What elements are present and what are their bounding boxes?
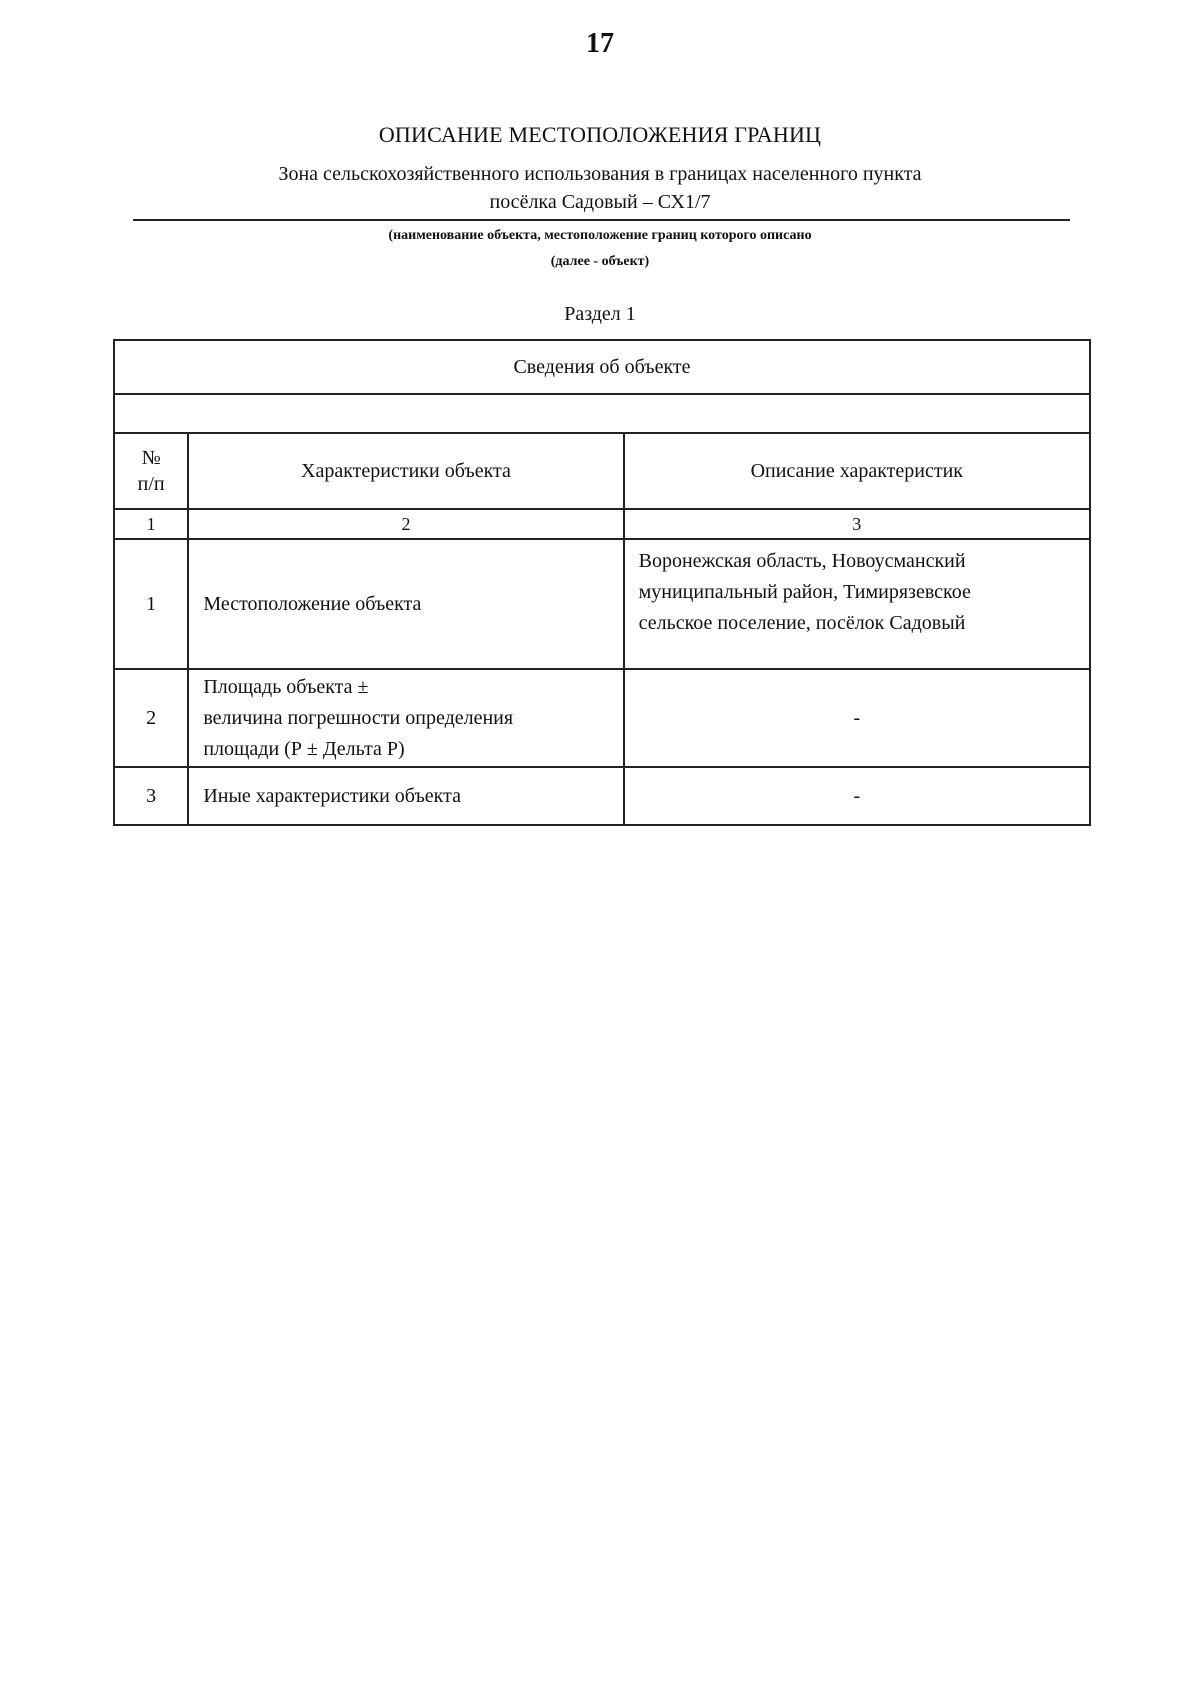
characteristic-line: Иные характеристики объекта (203, 784, 461, 807)
row-number: 1 (114, 539, 188, 669)
header-number-sign: № (141, 447, 161, 469)
object-name-caption (0, 223, 1200, 275)
header-number-abbr: п/п (137, 473, 165, 495)
table-empty-cell (114, 394, 1090, 433)
row-characteristic (188, 767, 623, 825)
row-characteristic (188, 669, 623, 767)
header-description: Описание характеристик (624, 433, 1090, 509)
table-row (114, 669, 1090, 767)
table-header-row (114, 433, 1090, 509)
table-title: Сведения об объекте (114, 340, 1090, 394)
characteristic-line: величина погрешности определения (203, 706, 514, 729)
object-name (130, 160, 1070, 216)
description-line: - (853, 784, 861, 807)
object-info-table (113, 339, 1091, 826)
column-number-row (114, 509, 1090, 539)
object-name-underline (133, 219, 1070, 221)
characteristic-line: Площадь объекта ± (203, 675, 369, 698)
row-number: 2 (114, 669, 188, 767)
table-empty-row (114, 394, 1090, 433)
description-line: сельское поселение, посёлок Садовый (638, 612, 966, 634)
row-description (624, 669, 1090, 767)
header-number (114, 433, 188, 509)
table-row (114, 539, 1090, 669)
page-number: 17 (586, 28, 614, 59)
row-characteristic (188, 539, 623, 669)
caption-line-2: (далее - объект) (550, 254, 650, 269)
characteristic-line: Местоположение объекта (203, 592, 422, 615)
document-title: ОПИСАНИЕ МЕСТОПОЛОЖЕНИЯ ГРАНИЦ (378, 122, 822, 147)
table-title-row (114, 340, 1090, 394)
column-number-1: 1 (114, 509, 188, 539)
header-characteristics: Характеристики объекта (188, 433, 623, 509)
description-line: Воронежская область, Новоусманский (638, 550, 966, 572)
row-description (624, 767, 1090, 825)
object-name-line-1: Зона сельскохозяйственного использования в границах населенного пункта (278, 163, 922, 185)
description-line: - (853, 706, 861, 729)
column-number-2: 2 (188, 509, 623, 539)
column-number-3: 3 (624, 509, 1090, 539)
row-description (624, 539, 1090, 669)
object-name-line-2: посёлка Садовый – СХ1/7 (489, 191, 711, 213)
characteristic-line: площади (Р ± Дельта Р) (203, 737, 405, 760)
table-row (114, 767, 1090, 825)
row-number: 3 (114, 767, 188, 825)
section-label: Раздел 1 (564, 303, 636, 325)
description-line: муниципальный район, Тимирязевское (638, 581, 971, 603)
caption-line-1: (наименование объекта, местоположение границ которого описано (388, 228, 812, 243)
